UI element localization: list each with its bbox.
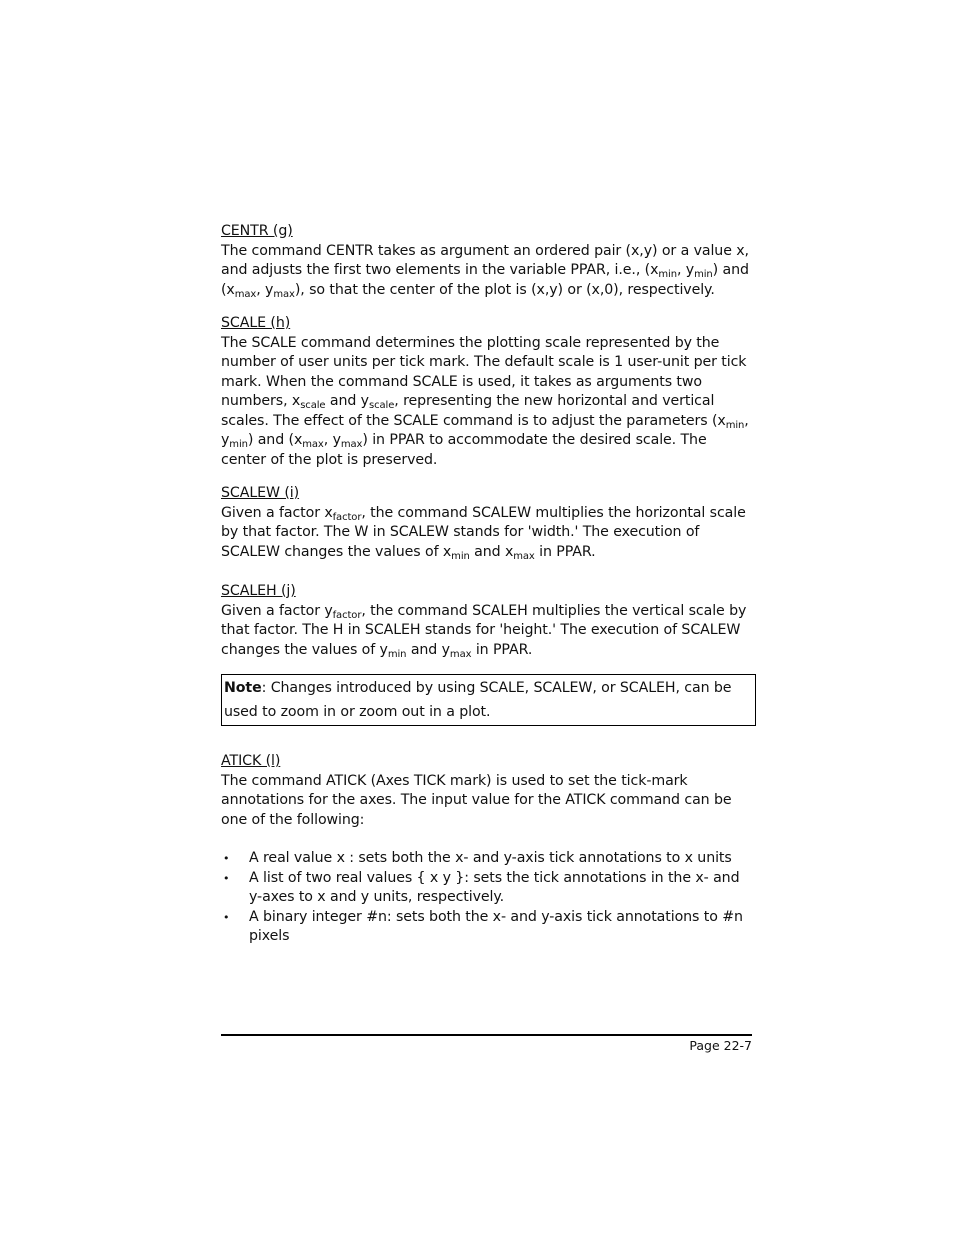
- heading-scale: SCALE (h): [221, 315, 291, 331]
- text-run: in PPAR.: [534, 543, 596, 560]
- text-run: and y: [325, 393, 369, 409]
- list-item-text: A real value x : sets both the x- and y-axis tick annotations to x units: [249, 850, 732, 866]
- list-item-text: A binary integer #n: sets both the x- and y-axis tick annotations to #n pixels: [249, 908, 743, 944]
- section-centr: [221, 222, 756, 300]
- list-item-text: A list of two real values { x y }: sets the tick annotations in the x- and y-axes to x and y units, respectively.: [249, 869, 740, 905]
- text-run: and y: [406, 641, 450, 658]
- text-run: , y: [221, 412, 749, 448]
- section-scalew: [221, 484, 756, 562]
- text-run: , y: [676, 262, 695, 278]
- text-run: in PPAR.: [471, 641, 533, 658]
- section-scaleh: [221, 582, 756, 660]
- note-label: Note: [224, 680, 262, 696]
- subscript: max: [449, 648, 472, 660]
- bullet-icon: •: [223, 910, 230, 924]
- subscript: max: [340, 439, 363, 450]
- subscript: min: [694, 269, 713, 280]
- text-run: , the command SCALEH multiplies the vertical scale by that factor. The H in SCALEH stands for 'height.' The execution of SCALEW changes the values of y: [221, 602, 747, 658]
- subscript: max: [302, 439, 324, 450]
- text-run: , the command SCALEW multiplies the horizontal scale by that factor. The W in SCALEW stands for 'width.' The execution of SCALEW changes the values of x: [221, 504, 746, 560]
- subscript: max: [273, 288, 295, 300]
- note-text: : Changes introduced by using SCALE, SCALEW, or SCALEH, can be used to zoom in or zoom out in a plot.: [224, 680, 732, 720]
- text-run: ) and (x: [247, 432, 303, 448]
- subscript: min: [451, 550, 470, 562]
- subscript: min: [387, 648, 407, 660]
- heading-scaleh: SCALEH (j): [221, 583, 296, 599]
- text-run: ), so that the center of the plot is (x,y) or (x,0), respectively.: [294, 281, 715, 298]
- text-run: Given a factor x: [221, 504, 333, 521]
- list-item: [221, 869, 756, 908]
- paragraph-scalew: [221, 504, 756, 563]
- text-run: , representing the new horizontal and vertical scales. The effect of the SCALE command is to adjust the parameters (x: [221, 393, 726, 429]
- text-run: ) in PPAR to accommodate the desired scale. The center of the plot is preserved.: [221, 432, 707, 468]
- subscript: scale: [300, 400, 326, 411]
- bullet-icon: •: [223, 852, 230, 865]
- paragraph-atick: The command ATICK (Axes TICK mark) is used to set the tick-mark annotations for the axes. The input value for the ATICK command can be one of the following:: [221, 772, 732, 828]
- paragraph-scale: [221, 334, 756, 471]
- subscript: max: [234, 288, 257, 300]
- paragraph-centr: [221, 242, 756, 301]
- subscript: factor: [332, 511, 362, 523]
- page-number: Page 22-7: [689, 1038, 752, 1053]
- footer-rule: [221, 1034, 752, 1036]
- subscript: min: [229, 439, 248, 450]
- text-run: , y: [323, 432, 341, 448]
- subscript: max: [513, 550, 535, 562]
- paragraph-scaleh: [221, 602, 756, 661]
- text-run: ) and (x: [221, 262, 749, 298]
- text-run: and x: [469, 543, 514, 560]
- heading-scalew: SCALEW (i): [221, 485, 300, 501]
- text-run: The SCALE command determines the plotting scale represented by the number of user units per tick mark. The default scale is 1 user-unit per tick mark. When the command SCALE is used, it takes as arguments two numbers, x: [221, 334, 747, 409]
- text-run: Given a factor y: [221, 602, 333, 619]
- page-content: [221, 222, 756, 947]
- heading-atick: ATICK (l): [221, 753, 281, 769]
- list-item: [221, 849, 756, 869]
- section-atick: [221, 752, 756, 947]
- section-scale: [221, 314, 756, 470]
- subscript: scale: [368, 400, 395, 411]
- subscript: min: [658, 269, 677, 280]
- subscript: factor: [332, 609, 362, 621]
- bullet-list: [221, 849, 756, 947]
- list-item: [221, 908, 756, 947]
- heading-centr: CENTR (g): [221, 223, 293, 239]
- bullet-icon: •: [223, 871, 230, 885]
- note-box: [221, 674, 756, 726]
- text-run: , y: [256, 281, 274, 298]
- subscript: min: [725, 419, 745, 431]
- text-run: The command CENTR takes as argument an ordered pair (x,y) or a value x, and adjusts the first two elements in the variable PPAR, i.e., (x: [221, 242, 749, 278]
